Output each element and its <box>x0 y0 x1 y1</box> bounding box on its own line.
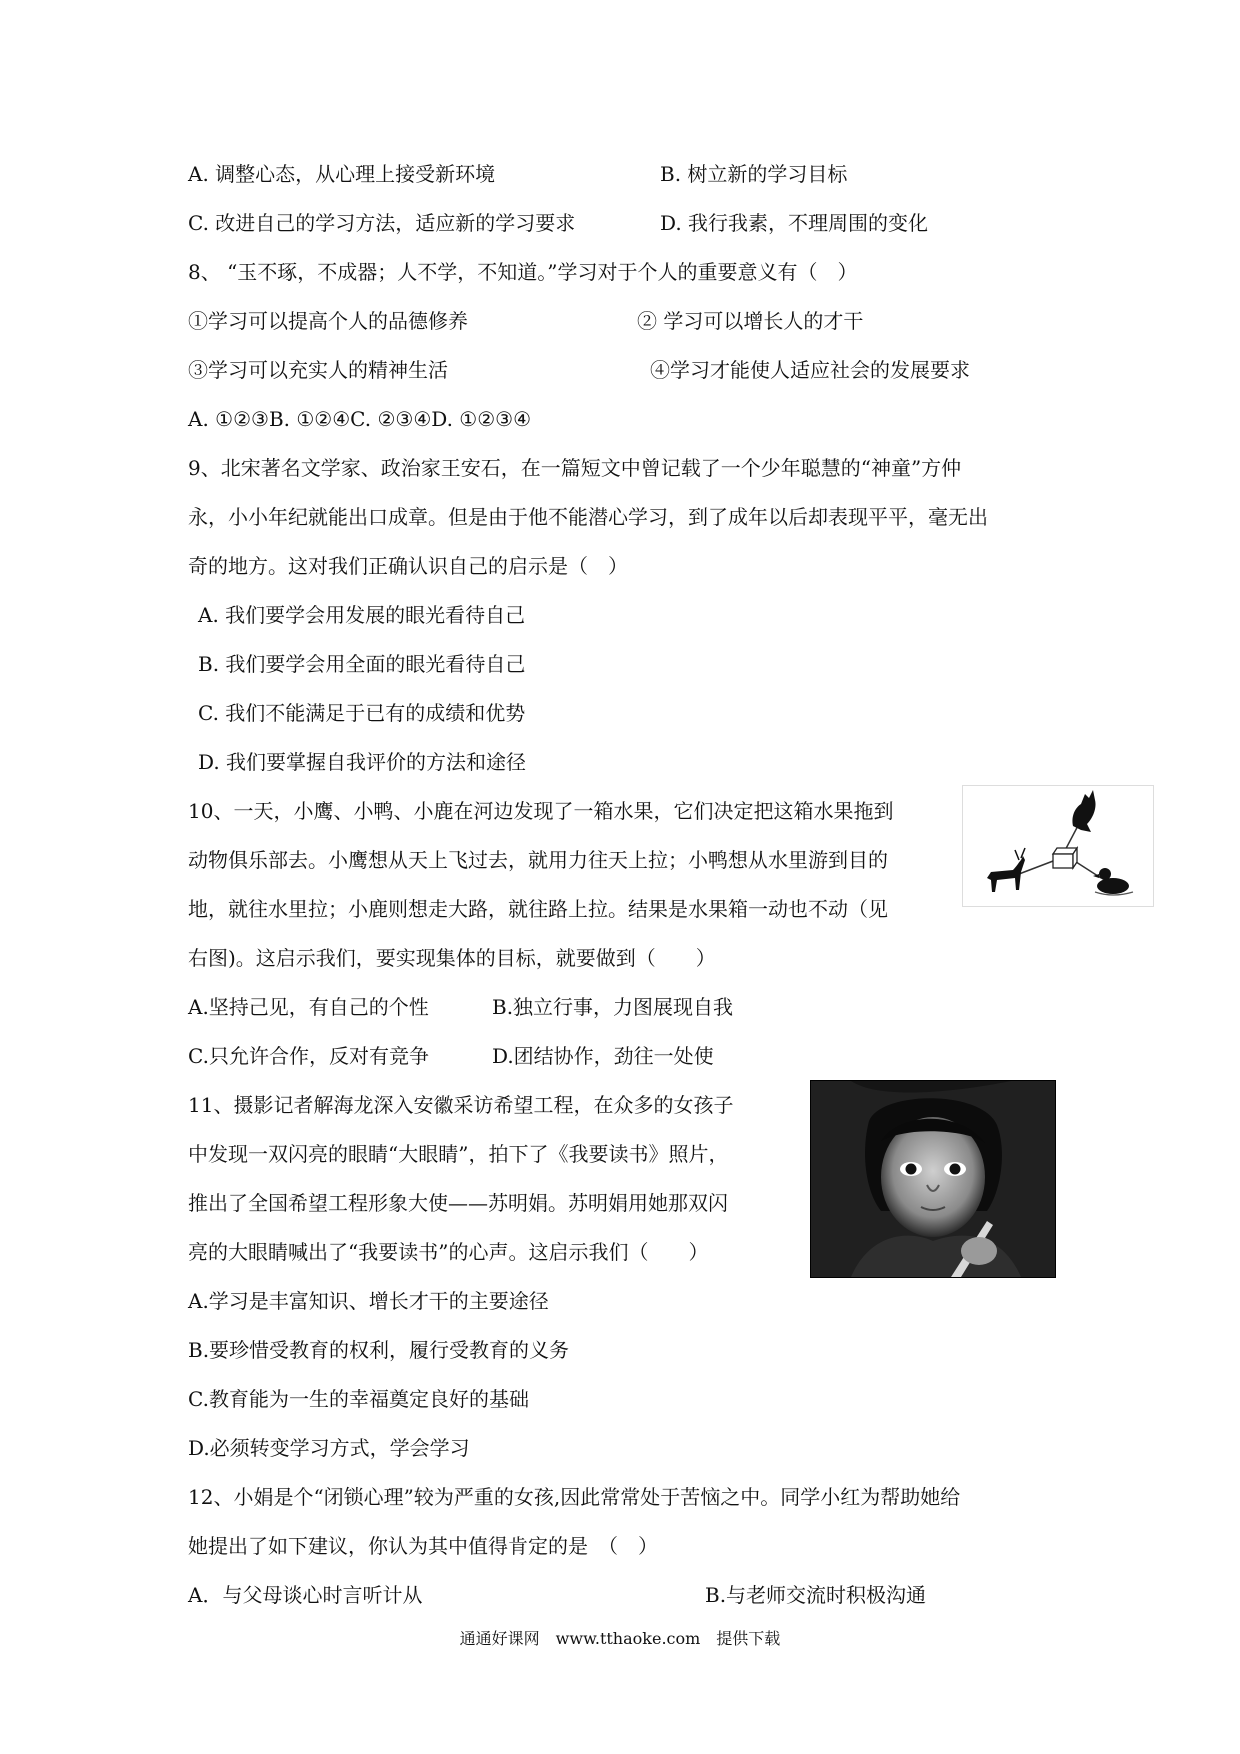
q9-option-b: B. 我们要学会用全面的眼光看待自己 <box>198 652 526 676</box>
q11-stem-line-1: 11、摄影记者解海龙深入安徽采访希望工程，在众多的女孩子 <box>188 1093 734 1117</box>
q11-stem-line-4: 亮的大眼睛喊出了“我要读书”的心声。这启示我们（ ） <box>188 1240 709 1264</box>
q12-option-b: B.与老师交流时积极沟通 <box>705 1583 927 1607</box>
q8-item-3: ③学习可以充实人的精神生活 <box>188 358 448 382</box>
page-footer: 通通好课网 www.tthaoke.com 提供下载 <box>459 1629 781 1648</box>
q9-stem-line-1: 9、北宋著名文学家、政治家王安石，在一篇短文中曾记载了一个少年聪慧的“神童”方仲 <box>188 456 962 480</box>
q9-stem-line-3: 奇的地方。这对我们正确认识自己的启示是（ ） <box>188 554 628 578</box>
q7-option-d: D. 我行我素，不理周围的变化 <box>660 211 929 235</box>
q12-option-a: A．与父母谈心时言听计从 <box>188 1583 423 1607</box>
q10-stem-line-1: 10、一天，小鹰、小鸭、小鹿在河边发现了一箱水果，它们决定把这箱水果拖到 <box>188 799 894 823</box>
q10-stem-line-4: 右图)。这启示我们，要实现集体的目标，就要做到（ ） <box>188 946 716 970</box>
q8-item-2: ② 学习可以增长人的才干 <box>637 309 864 333</box>
q7-option-b: B. 树立新的学习目标 <box>660 162 848 186</box>
q11-option-d: D.必须转变学习方式，学会学习 <box>188 1436 470 1460</box>
duck-icon <box>1093 868 1133 895</box>
q11-option-b: B.要珍惜受教育的权利，履行受教育的义务 <box>188 1338 570 1362</box>
fruit-box-icon <box>1053 848 1077 868</box>
q12-stem-line-2: 她提出了如下建议，你认为其中值得肯定的是 （ ） <box>188 1534 658 1558</box>
q12-stem-line-1: 12、小娟是个“闭锁心理”较为严重的女孩,因此常常处于苦恼之中。同学小红为帮助她给 <box>188 1485 961 1509</box>
q9-option-d: D. 我们要掌握自我评价的方法和途径 <box>198 750 527 774</box>
q10-option-a: A.坚持己见，有自己的个性 <box>188 995 429 1019</box>
q8-stem: 8、 “玉不琢，不成器；人不学，不知道。”学习对于个人的重要意义有（ ） <box>188 260 858 284</box>
q10-option-c: C.只允许合作，反对有竞争 <box>188 1044 429 1068</box>
q8-item-4: ④学习才能使人适应社会的发展要求 <box>650 358 970 382</box>
q8-options: A. ①②③B. ①②④C. ②③④D. ①②③④ <box>188 407 531 431</box>
eagle-icon <box>1072 790 1095 832</box>
q11-option-c: C.教育能为一生的幸福奠定良好的基础 <box>188 1387 529 1411</box>
q8-item-1: ①学习可以提高个人的品德修养 <box>188 309 468 333</box>
q10-stem-line-3: 地，就往水里拉；小鹿则想走大路，就往路上拉。结果是水果箱一动也不动（见 <box>188 897 888 921</box>
q10-option-d: D.团结协作，劲往一处使 <box>492 1044 714 1068</box>
q9-option-c: C. 我们不能满足于已有的成绩和优势 <box>198 701 526 725</box>
big-eyes-girl-photo <box>810 1080 1056 1278</box>
girl-photo-illustration <box>811 1081 1055 1277</box>
q9-stem-line-2: 永，小小年纪就能出口成章。但是由于他不能潜心学习，到了成年以后却表现平平，毫无出 <box>188 505 988 529</box>
q11-option-a: A.学习是丰富知识、增长才干的主要途径 <box>188 1289 549 1313</box>
q10-stem-line-2: 动物俱乐部去。小鹰想从天上飞过去，就用力往天上拉；小鸭想从水里游到目的 <box>188 848 888 872</box>
animals-pulling-box-illustration <box>963 786 1153 906</box>
q10-option-b: B.独立行事，力图展现自我 <box>492 995 734 1019</box>
q7-option-c: C. 改进自己的学习方法，适应新的学习要求 <box>188 211 576 235</box>
q9-option-a: A. 我们要学会用发展的眼光看待自己 <box>198 603 526 627</box>
q7-option-a: A. 调整心态，从心理上接受新环境 <box>188 162 496 186</box>
q11-stem-line-2: 中发现一双闪亮的眼睛“大眼睛”，拍下了《我要读书》照片， <box>188 1142 729 1166</box>
animals-pulling-box-figure <box>962 785 1154 907</box>
q11-stem-line-3: 推出了全国希望工程形象大使——苏明娟。苏明娟用她那双闪 <box>188 1191 728 1215</box>
deer-icon <box>987 848 1025 892</box>
